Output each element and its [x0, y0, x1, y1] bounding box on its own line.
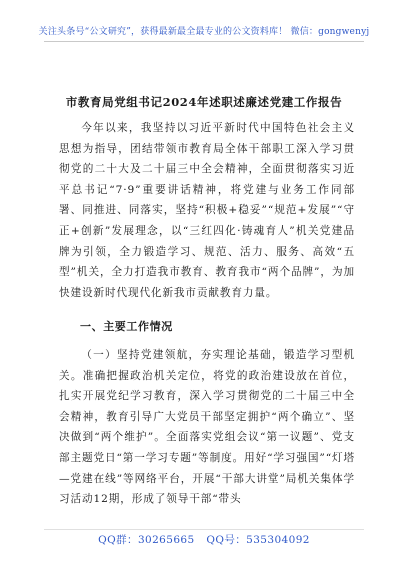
footer-contact: QQ群：30265665 QQ号：535304092: [98, 534, 310, 546]
header-divider: [44, 41, 364, 42]
document-title: 市教育局党组书记2024年述职述廉述党建工作报告: [65, 95, 343, 109]
header-banner: 关注头条号“公文研究”，获得最新最全最专业的公文资料库！ 微信：gongwenyj: [38, 27, 370, 37]
section-paragraph: （一）坚持党建领航，夯实理论基础，锻造学习型机关。准确把握政治机关定位，将党的政治建设放在首位，扎实开展党纪学习教育，深入学习贯彻党的二十届三中全会精神，教育引导广大党员干部坚定拥护“两个确立”、坚决做到“两个维护”。全面落实党组会议“第一议题”、党支部主题党日“第一学习专题”等制度。用好“学习强国”“灯塔—党建在线”等网络平台，开展“干部大讲堂”局机关集体学习活动12期，形成了领导干部“带头: [59, 349, 355, 506]
section-heading: 一、主要工作情况: [80, 320, 173, 333]
intro-paragraph: 今年以来，我坚持以习近平新时代中国特色社会主义思想为指导，团结带领市教育局全体干部职工深入学习贯彻党的二十大及二十届三中全会精神，全面贯彻落实习近平总书记“7·9”重要讲话精神，将党建与业务工作同部署、同推进、同落实，坚持“积极+稳妥”“规范+发展”“守正+创新”发展理念，以“三红四化·铸魂育人”机关党建品牌为引领，全力锻造学习、规范、活力、服务、高效“五型”机关，全力打造我市教育、教育我市“两个品牌”，为加快建设新时代现代化新我市贡献教育力量。: [59, 122, 355, 299]
footer-divider: [44, 529, 364, 530]
